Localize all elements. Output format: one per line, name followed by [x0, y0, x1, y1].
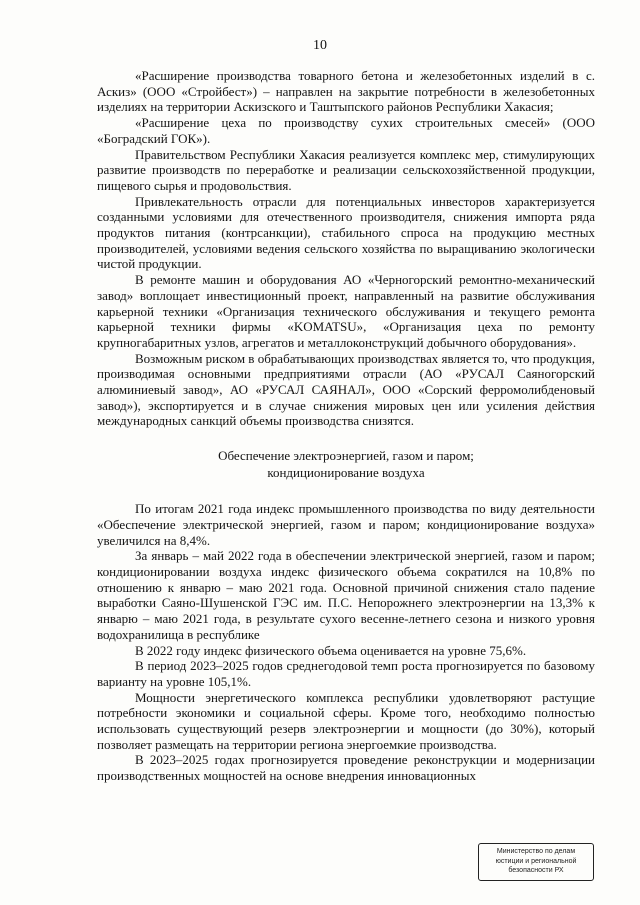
paragraph: В период 2023–2025 годов среднегодовой темп роста прогнозируется по базовому варианту на уровне 105,1%.	[97, 658, 595, 689]
page-number: 10	[313, 38, 327, 53]
paragraph: «Расширение цеха по производству сухих строительных смесей» (ООО «Боградский ГОК»).	[97, 115, 595, 146]
paragraph: «Расширение производства товарного бетона и железобетонных изделий в с. Аскиз» (ООО «Стройбест») – направлен на закрытие потребности в железобетонных изделиях на территории Аскизского и Таштыпского районов Республики Хакасия;	[97, 68, 595, 115]
paragraph: Привлекательность отрасли для потенциальных инвесторов характеризуется созданными условиями для отечественного производителя, снижения импорта ряда продуктов питания (контрсанкции), стабильного спроса на продукцию местных производителей, условиями ведения сельского хозяйства по выращиванию экологически чистой продукции.	[97, 193, 595, 272]
paragraph: Мощности энергетического комплекса республики удовлетворяют растущие потребности экономики и социальной сферы. Кроме того, необходимо полностью использовать существующий резерв электроэнергии и мощности (до 30%), который позволяет размещать на территории региона энергоемкие производства.	[97, 689, 595, 752]
stamp-line: Министерство по делам	[496, 848, 576, 855]
document-body	[97, 68, 595, 784]
paragraph: За январь – май 2022 года в обеспечении электрической энергией, газом и паром; кондиционировании воздуха индекс физического объема сократился на 10,8% по отношению к январю – маю 2021 года. Основной причиной снижения стало падение выработки Саяно-Шушенской ГЭС им. П.С. Непорожнего электроэнергии на 13,3% к январю – маю 2021 года, в результате сухого весенне-летнего сезона и низкого уровня водохранилища в республике	[97, 548, 595, 642]
section-heading-line: Обеспечение электроэнергией, газом и паром;	[218, 448, 474, 464]
section-heading-line: кондиционирование воздуха	[267, 465, 425, 481]
ministry-stamp	[478, 843, 594, 881]
paragraph: По итогам 2021 года индекс промышленного производства по виду деятельности «Обеспечение электрической энергией, газом и паром; кондиционирование воздуха» увеличился на 8,4%.	[97, 501, 595, 548]
stamp-line: юстиции и региональной	[495, 857, 577, 865]
paragraph: В ремонте машин и оборудования АО «Черногорский ремонтно-механический завод» воплощает инвестиционный проект, направленный на развитие обслуживания карьерной техники «Организация технического обслуживания и текущего ремонта карьерной техники фирмы «KOMATSU», «Организация цеха по ремонту крупногабаритных узлов, агрегатов и металлоконструкций добычного оборудования».	[97, 272, 595, 350]
section-heading	[97, 447, 595, 481]
paragraph: Возможным риском в обрабатывающих производствах является то, что продукция, производимая основными предприятиями отрасли (АО «РУСАЛ Саяногорский алюминиевый завод», АО «РУСАЛ САЯНАЛ», ООО «Сорский ферромолибденовый завод»), экспортируется и в случае снижения мировых цен или усиления действия международных санкций объемы производства снизятся.	[97, 350, 595, 429]
paragraph: В 2023–2025 годах прогнозируется проведение реконструкции и модернизации производственных мощностей на основе внедрения инновационных	[97, 752, 595, 784]
paragraph: В 2022 году индекс физического объема оценивается на уровне 75,6%.	[135, 642, 527, 658]
stamp-line: безопасности РХ	[508, 867, 564, 875]
paragraph: Правительством Республики Хакасия реализуется комплекс мер, стимулирующих развитие производств по переработке и реализации сельскохозяйственной продукции, пищевого сырья и продовольствия.	[97, 146, 595, 193]
